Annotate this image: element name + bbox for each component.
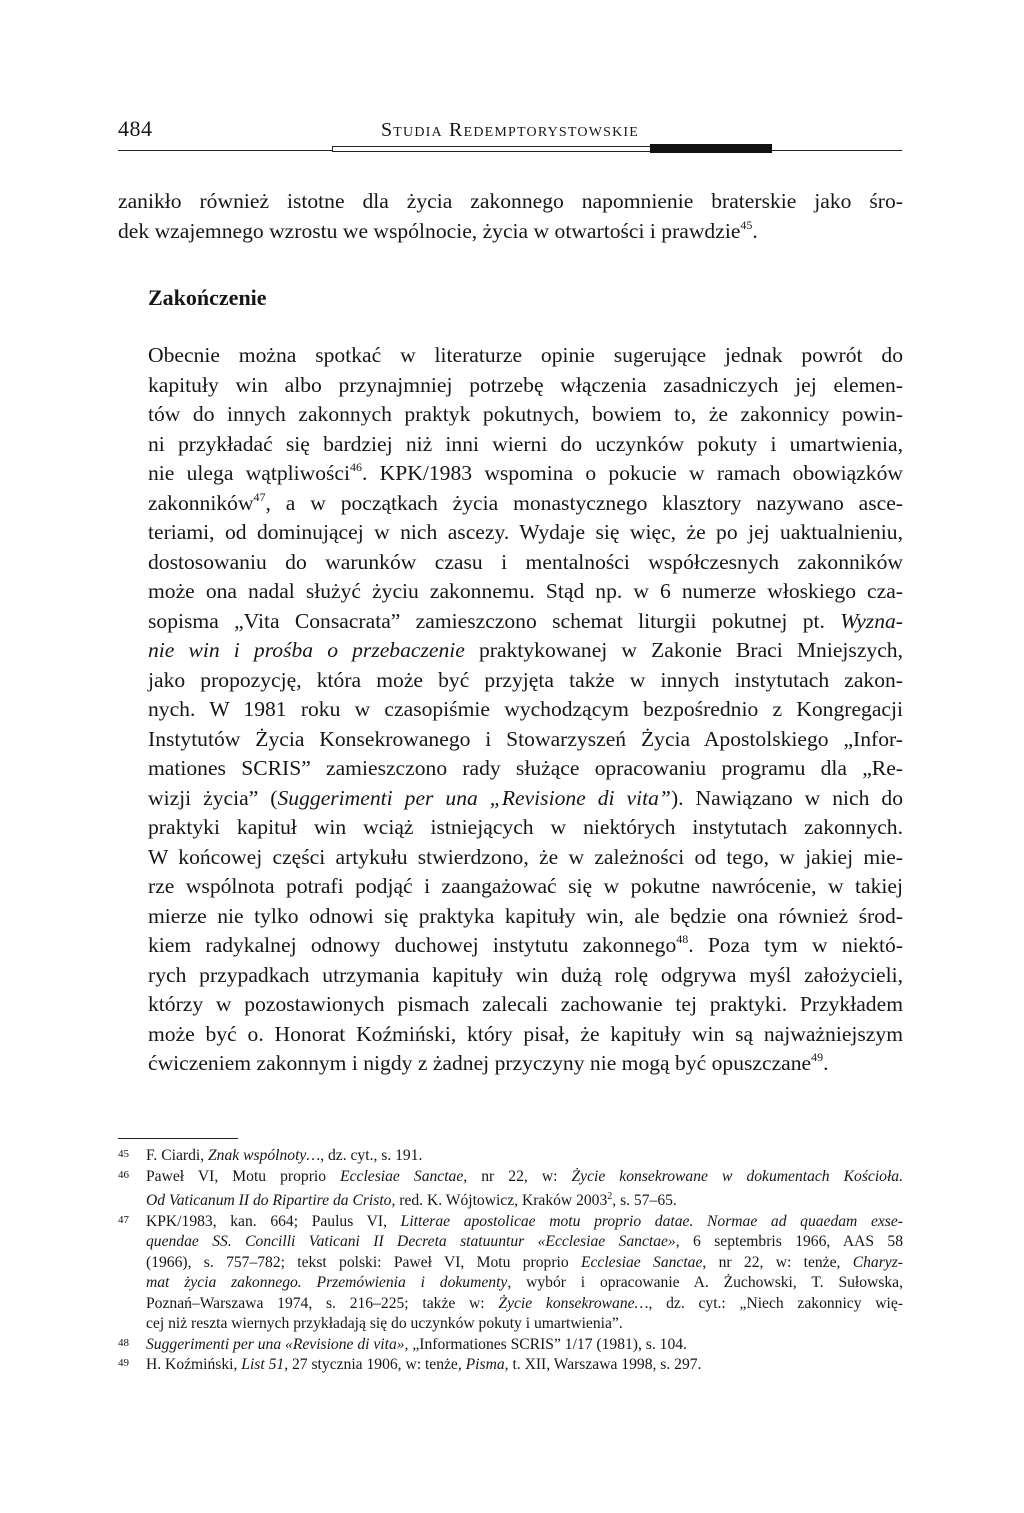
text-span: ). Nawiązano w nich do <box>670 785 903 810</box>
journal-title: Studia Redemptorystowskie <box>380 119 640 141</box>
footnote-number: 48 <box>118 1336 129 1349</box>
header-ornament-bar <box>332 146 662 152</box>
footnote-number: 49 <box>118 1357 129 1370</box>
footnote <box>118 1167 903 1212</box>
footnote-number: 46 <box>118 1168 129 1181</box>
text-span: F. Ciardi, <box>146 1147 208 1164</box>
text-line: może być o. Honorat Koźmiński, który pisał, że kapituły win są najważniejszym <box>148 1021 903 1046</box>
text-span: sopisma „Vita Consacrata” zamieszczono schemat liturgii pokutnej pt. <box>148 608 825 633</box>
text-line: może ona nadal służyć życiu zakonnemu. Stąd np. w 6 numerze włoskiego cza- <box>148 579 903 603</box>
italic-title: Ecclesiae Sanctae <box>580 1253 703 1271</box>
text-line: mierze nie tylko odnowi się praktyka kapituły win, ale będzie ona również środ- <box>148 903 903 928</box>
italic-title: Ecclesiae Sanctae <box>340 1167 464 1185</box>
text-span: dek wzajemnego wzrostu we wspólnocie, życia w otwartości i prawdzie <box>118 218 741 243</box>
text-line: nych. W 1981 roku w czasopiśmie wychodzącym bezpośrednio z Kongregacji <box>148 697 903 721</box>
running-head <box>118 116 902 156</box>
footnote-line: cej niż reszta wiernych przykładają się do uczynków pokuty i umartwienia”. <box>146 1315 623 1333</box>
italic-title: Życie konsekrowane… <box>498 1294 649 1312</box>
italic-title: quendae SS. Concilli Vaticani II Decreta statuuntur «Ecclesiae Sanctae» <box>146 1233 676 1251</box>
text-span: wizji życia” ( <box>148 785 278 810</box>
footnotes <box>118 1146 903 1376</box>
text-line: tów do innych zakonnych praktyk pokutnych, bowiem to, że zakonnicy powin- <box>148 402 903 426</box>
text-span: . <box>823 1051 829 1075</box>
text-line <box>118 459 903 489</box>
italic-title: mat życia zakonnego. Przemówienia i dokumenty <box>146 1274 508 1292</box>
footnote-ref: 48 <box>676 932 689 946</box>
text-span: , nr 22, w: <box>463 1167 572 1185</box>
footnote-separator <box>118 1138 238 1139</box>
text-span: Poznań–Warszawa 1974, s. 216–225; także w: <box>146 1294 499 1312</box>
superscript: 2 <box>607 1191 613 1202</box>
footnote-ref: 46 <box>350 460 363 474</box>
text-span: , t. XII, Warszawa 1998, s. 297. <box>504 1356 702 1374</box>
text-span: praktykowanej w Zakonie Braci Mniejszych, <box>478 638 903 662</box>
text-span: , „Informationes SCRIS” 1/17 (1981), s. 104. <box>404 1335 687 1353</box>
main-paragraph <box>118 341 903 1079</box>
footnote-line <box>146 1187 903 1212</box>
text-span: , s. 57–65. <box>612 1192 677 1210</box>
italic-title: Pisma <box>465 1356 505 1374</box>
text-line: dostosowaniu do warunków czasu i mentalności współczesnych zakonników <box>148 549 903 574</box>
footnote-ref: 49 <box>811 1050 824 1064</box>
text-span: kiem radykalnej odnowy duchowej instytutu zakonnego <box>148 933 677 957</box>
footnote-number: 45 <box>118 1148 129 1160</box>
text-span: KPK/1983, kan. 664; Paulus VI, <box>146 1212 401 1230</box>
text-line <box>118 1049 903 1079</box>
footnote-number: 47 <box>118 1213 129 1226</box>
text-line <box>118 607 903 637</box>
italic-title: Suggerimenti per una «Revisione di vita» <box>146 1335 405 1353</box>
text-line: zanikło również istotne dla życia zakonnego napomnienie braterskie jako śro- <box>118 189 903 213</box>
italic-title: Charyz- <box>852 1253 903 1271</box>
text-line: Instytutów Życia Konsekrowanego i Stowarzyszeń Życia Apostolskiego „Infor- <box>148 726 903 751</box>
text-span: , dz. cyt.: „Niech zakonnicy wię- <box>648 1294 903 1312</box>
footnote-line <box>146 1232 903 1253</box>
text-line: W końcowej części artykułu stwierdzono, że w zależności od tego, w jakiej mie- <box>148 844 903 869</box>
text-span: . KPK/1983 wspomina o pokucie w ramach obowiązków <box>362 461 903 485</box>
text-span: (1966), s. 757–782; tekst polski: Paweł VI, Motu proprio <box>146 1253 581 1271</box>
text-line: praktyki kapituł win wciąż istniejących w niektórych instytutach zakonnych. <box>148 815 903 839</box>
text-line: którzy w pozostawionych pismach zalecali zachowanie tej praktyki. Przykładem <box>148 992 903 1016</box>
text-span: H. Koźmiński, <box>146 1356 242 1374</box>
italic-title: Życie konsekrowane w dokumentach Kościoła. <box>571 1167 903 1185</box>
header-ornament-block <box>650 144 772 153</box>
footnote-line <box>146 1167 903 1188</box>
text-span: ćwiczeniem zakonnym i nigdy z żadnej przyczyny nie mogą być opuszczane <box>148 1051 812 1075</box>
text-line <box>118 217 903 247</box>
text-line: Obecnie można spotkać w literaturze opinie sugerujące jednak powrót do <box>148 343 903 367</box>
text-span: Paweł VI, Motu proprio <box>146 1167 341 1185</box>
footnote-line <box>146 1253 903 1274</box>
text-line <box>118 931 903 961</box>
text-line: ni przykładać się bardziej niż inni wierni do uczynków pokuty i umartwienia, <box>148 431 903 456</box>
text-line: teriami, od dominującej w nich ascezy. Wydaje się więc, że po jej uaktualnieniu, <box>148 520 903 544</box>
text-line: jako propozycję, która może być przyjęta także w innych instytutach zakon- <box>148 667 903 692</box>
italic-title: Litterae apostolicae motu proprio datae. Normae ad quaedam exse- <box>400 1212 903 1230</box>
footnote <box>118 1146 903 1167</box>
italic-title: nie win i prośba o przebaczenie <box>148 638 465 662</box>
text-span: , red. K. Wójtowicz, Kraków 2003 <box>391 1192 608 1210</box>
footnote <box>118 1212 903 1335</box>
text-line: kapituły win albo przynajmniej potrzebę włączenia zasadniczych jej elemen- <box>148 372 903 397</box>
text-span: , 27 stycznia 1906, w: tenże, <box>284 1356 466 1374</box>
italic-title: Znak wspólnoty… <box>208 1147 321 1164</box>
text-span: , 6 septembris 1966, AAS 58 <box>675 1233 904 1251</box>
text-span: . <box>752 218 758 243</box>
footnote-line <box>146 1273 903 1294</box>
italic-title: Wyzna- <box>840 608 903 633</box>
italic-title: List 51 <box>241 1356 285 1374</box>
italic-title: Suggerimenti per una „Revisione di vita” <box>277 785 671 810</box>
footnote <box>118 1355 903 1376</box>
text-span: . Poza tym w niektó- <box>688 933 903 957</box>
footnote-line <box>146 1355 903 1376</box>
italic-title: Od Vaticanum II do Ripartire da Cristo <box>146 1192 392 1210</box>
footnote <box>118 1335 903 1356</box>
text-line: rze wspólnota potrafi podjąć i zaangażować się w pokutne nawrócenie, w takiej <box>148 874 903 898</box>
footnote-line <box>146 1335 903 1356</box>
footnote-ref: 45 <box>740 217 753 232</box>
text-line: rych przypadkach utrzymania kapituły win dużą rolę odgrywa myśl założycieli, <box>148 962 903 987</box>
continued-paragraph <box>118 187 903 246</box>
text-line: mationes SCRIS” zamieszczono rady służące opracowaniu programu dla „Re- <box>148 756 903 780</box>
section-heading: Zakończenie <box>148 285 267 310</box>
footnote-line <box>146 1212 903 1233</box>
footnote-line <box>146 1146 903 1167</box>
footnote-ref: 47 <box>253 489 266 504</box>
page-number: 484 <box>118 116 153 141</box>
text-line <box>118 784 903 814</box>
text-line <box>118 636 903 666</box>
text-span: , nr 22, w: tenże, <box>702 1253 853 1271</box>
text-span: nie ulega wątpliwości <box>148 461 351 485</box>
text-span: , a w początkach życia monastycznego klasztory nazywano asce- <box>265 490 903 515</box>
text-span: , dz. cyt., s. 191. <box>320 1147 423 1164</box>
text-span: zakonników <box>148 490 254 515</box>
text-line <box>118 489 903 519</box>
footnote-line <box>146 1294 903 1315</box>
text-span: , wybór i opracowanie A. Żuchowski, T. Sułowska, <box>507 1274 903 1292</box>
